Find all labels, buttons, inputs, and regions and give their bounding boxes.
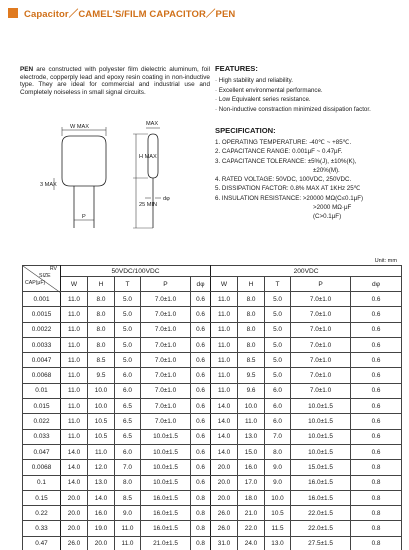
table-cell: 0.6 xyxy=(351,322,402,337)
table-cell: 16.0±1.5 xyxy=(141,490,191,505)
table-cell: 5.0 xyxy=(115,307,141,322)
table-row xyxy=(23,383,402,398)
cap-value-cell: 0.0033 xyxy=(23,337,61,352)
table-cell: 7.0±1.0 xyxy=(291,337,351,352)
col-t: T xyxy=(265,277,291,292)
table-cell: 0.6 xyxy=(351,414,402,429)
table-cell: 0.6 xyxy=(351,292,402,307)
cap-value-cell: 0.033 xyxy=(23,429,61,444)
table-cell: 13.0 xyxy=(265,536,291,550)
table-row xyxy=(23,444,402,459)
table-cell: 11.0 xyxy=(61,307,88,322)
table-cell: 15.0 xyxy=(238,444,265,459)
feature-item: · Non-inductive constraction minimized dissipation factor. xyxy=(215,105,371,113)
table-cell: 10.0±1.5 xyxy=(141,460,191,475)
table-cell: 11.0 xyxy=(115,536,141,550)
table-cell: 7.0±1.0 xyxy=(141,307,191,322)
spec-item: 6. INSULATION RESISTANCE: >20000 MΩ(C≤0.1μF) xyxy=(215,194,364,202)
table-cell: 0.6 xyxy=(191,399,211,414)
col-t: T xyxy=(115,277,141,292)
feature-item: · Low Equivalent series resistance. xyxy=(215,96,311,104)
table-cell: 26.0 xyxy=(211,506,238,521)
table-cell: 16.0±1.5 xyxy=(291,475,351,490)
table-cell: 7.0±1.0 xyxy=(291,292,351,307)
features-title: FEATURES: xyxy=(215,64,258,73)
table-cell: 0.8 xyxy=(191,490,211,505)
table-row xyxy=(23,307,402,322)
col-p: P xyxy=(141,277,191,292)
table-cell: 11.0 xyxy=(238,414,265,429)
table-cell: 5.0 xyxy=(265,292,291,307)
table-cell: 11.0 xyxy=(61,383,88,398)
cap-value-cell: 0.01 xyxy=(23,383,61,398)
table-cell: 11.0 xyxy=(211,292,238,307)
table-cell: 10.0±1.5 xyxy=(291,399,351,414)
label-d-phi: dφ xyxy=(163,196,170,202)
table-cell: 0.6 xyxy=(351,399,402,414)
table-cell: 11.0 xyxy=(115,521,141,536)
table-cell: 0.6 xyxy=(351,307,402,322)
table-cell: 11.0 xyxy=(61,322,88,337)
table-cell: 20.0 xyxy=(88,536,115,550)
table-cell: 22.0±1.5 xyxy=(291,521,351,536)
table-cell: 7.0±1.0 xyxy=(291,322,351,337)
col-d-phi: dφ xyxy=(191,277,211,292)
spec-item: 3. CAPACITANCE TOLERANCE: ±5%(J), ±10%(K), xyxy=(215,157,357,165)
table-cell: 10.0±1.5 xyxy=(291,429,351,444)
table-row xyxy=(23,490,402,505)
table-cell: 5.0 xyxy=(115,337,141,352)
spec-item-continued: >2000 MΩ·μF xyxy=(313,204,352,212)
intro-text: are constructed with polyester film dielectric aluminum, foil electrode, copperply lead and epoxy resin coating in non-inductive type. They are ideal for commercial and industrial use and Completely noiseless in small signal circuits. xyxy=(20,66,210,96)
table-cell: 10.5 xyxy=(88,414,115,429)
table-cell: 0.6 xyxy=(351,429,402,444)
table-cell: 6.5 xyxy=(115,429,141,444)
table-cell: 13.0 xyxy=(238,429,265,444)
table-cell: 7.0±1.0 xyxy=(141,337,191,352)
table-cell: 0.8 xyxy=(351,536,402,550)
group-header-200vdc: 200VDC xyxy=(211,266,402,277)
table-cell: 11.0 xyxy=(88,444,115,459)
table-row xyxy=(23,399,402,414)
table-cell: 17.0 xyxy=(238,475,265,490)
table-cell: 14.0 xyxy=(211,414,238,429)
table-cell: 0.8 xyxy=(191,536,211,550)
table-cell: 7.0±1.0 xyxy=(141,399,191,414)
table-cell: 0.6 xyxy=(191,460,211,475)
table-cell: 10.0±1.5 xyxy=(291,444,351,459)
table-cell: 0.6 xyxy=(191,444,211,459)
cap-value-cell: 0.15 xyxy=(23,490,61,505)
table-cell: 9.6 xyxy=(238,383,265,398)
col-w: W xyxy=(61,277,88,292)
table-cell: 5.0 xyxy=(265,337,291,352)
table-cell: 20.0 xyxy=(211,475,238,490)
table-cell: 11.0 xyxy=(61,429,88,444)
table-row xyxy=(23,506,402,521)
table-cell: 31.0 xyxy=(211,536,238,550)
col-d-phi: dφ xyxy=(351,277,402,292)
table-cell: 11.0 xyxy=(61,292,88,307)
spec-item-continued: (C>0.1μF) xyxy=(313,213,342,221)
table-cell: 5.0 xyxy=(115,322,141,337)
col-w: W xyxy=(211,277,238,292)
table-cell: 10.0±1.5 xyxy=(141,429,191,444)
table-cell: 8.0 xyxy=(238,337,265,352)
specification-section xyxy=(215,126,405,222)
table-cell: 7.0 xyxy=(265,429,291,444)
table-cell: 0.6 xyxy=(191,414,211,429)
table-cell: 0.6 xyxy=(191,292,211,307)
intro-lead: PEN xyxy=(20,66,34,73)
table-cell: 10.5 xyxy=(265,506,291,521)
table-cell: 0.6 xyxy=(191,353,211,368)
table-cell: 22.0 xyxy=(238,521,265,536)
table-cell: 24.0 xyxy=(238,536,265,550)
table-row xyxy=(23,429,402,444)
table-cell: 11.0 xyxy=(211,353,238,368)
table-cell: 26.0 xyxy=(61,536,88,550)
table-cell: 0.6 xyxy=(191,475,211,490)
cap-value-cell: 0.0047 xyxy=(23,353,61,368)
table-cell: 19.0 xyxy=(88,521,115,536)
table-cell: 14.0 xyxy=(211,429,238,444)
table-cell: 0.8 xyxy=(351,506,402,521)
table-cell: 20.0 xyxy=(61,521,88,536)
table-cell: 8.0 xyxy=(88,322,115,337)
cap-value-cell: 0.22 xyxy=(23,506,61,521)
feature-item: · Excellent environmental performance. xyxy=(215,86,323,94)
table-cell: 8.0 xyxy=(238,292,265,307)
table-cell: 7.0±1.0 xyxy=(291,353,351,368)
table-cell: 7.0 xyxy=(115,460,141,475)
table-cell: 10.0 xyxy=(88,399,115,414)
spec-item: 1. OPERATING TEMPERATURE: -40℃ ~ +85℃. xyxy=(215,139,352,146)
table-cell: 11.0 xyxy=(61,353,88,368)
spec-item-continued: ±20%(M). xyxy=(313,166,340,174)
cap-value-cell: 0.0015 xyxy=(23,307,61,322)
label-w-max: W MAX xyxy=(70,124,89,130)
table-cell: 11.0 xyxy=(61,399,88,414)
table-cell: 0.6 xyxy=(351,337,402,352)
feature-item: · High stability and reliability. xyxy=(215,77,293,84)
table-cell: 11.0 xyxy=(211,368,238,383)
table-cell: 0.8 xyxy=(191,521,211,536)
table-cell: 21.0±1.5 xyxy=(141,536,191,550)
cap-value-cell: 0.022 xyxy=(23,414,61,429)
table-cell: 0.6 xyxy=(191,307,211,322)
table-cell: 11.0 xyxy=(61,414,88,429)
table-cell: 6.0 xyxy=(115,444,141,459)
table-cell: 27.5±1.5 xyxy=(291,536,351,550)
group-header-50-100vdc: 50VDC/100VDC xyxy=(61,266,211,277)
table-cell: 6.0 xyxy=(115,383,141,398)
table-cell: 6.0 xyxy=(265,414,291,429)
table-cell: 7.0±1.0 xyxy=(141,414,191,429)
page-title: Capacitor／CAMEL'S/FILM CAPACITOR／PEN xyxy=(24,9,236,20)
table-cell: 0.8 xyxy=(351,475,402,490)
col-h: H xyxy=(88,277,115,292)
square-bullet-icon xyxy=(8,8,18,18)
table-cell: 10.0±1.5 xyxy=(141,475,191,490)
table-cell: 7.0±1.0 xyxy=(291,383,351,398)
label-25-min: 25 MIN xyxy=(139,202,158,208)
table-cell: 16.0 xyxy=(88,506,115,521)
cap-value-cell: 0.0022 xyxy=(23,322,61,337)
table-cell: 13.0 xyxy=(88,475,115,490)
table-corner-cell xyxy=(23,266,61,292)
spec-item: 2. CAPACITANCE RANGE: 0.001μF ~ 0.47μF. xyxy=(215,148,343,156)
table-cell: 5.0 xyxy=(265,322,291,337)
table-cell: 18.0 xyxy=(238,490,265,505)
table-cell: 16.0±1.5 xyxy=(141,521,191,536)
table-cell: 11.0 xyxy=(61,368,88,383)
table-cell: 8.5 xyxy=(88,353,115,368)
table-cell: 9.5 xyxy=(238,368,265,383)
table-cell: 14.0 xyxy=(211,444,238,459)
table-cell: 14.0 xyxy=(88,490,115,505)
table-cell: 12.0 xyxy=(88,460,115,475)
dimension-table xyxy=(22,265,402,550)
table-cell: 16.0±1.5 xyxy=(291,490,351,505)
table-cell: 7.0±1.0 xyxy=(291,368,351,383)
table-cell: 6.0 xyxy=(265,399,291,414)
table-cell: 11.0 xyxy=(211,383,238,398)
label-p: P xyxy=(82,214,86,220)
table-cell: 0.8 xyxy=(351,460,402,475)
capacitor-outline-icon xyxy=(40,120,200,240)
table-cell: 16.0±1.5 xyxy=(141,506,191,521)
table-cell: 11.0 xyxy=(211,307,238,322)
table-cell: 20.0 xyxy=(61,506,88,521)
table-cell: 10.0 xyxy=(88,383,115,398)
table-cell: 0.6 xyxy=(191,429,211,444)
table-column-header xyxy=(23,277,402,292)
table-cell: 0.8 xyxy=(191,506,211,521)
table-cell: 0.6 xyxy=(351,444,402,459)
table-cell: 11.0 xyxy=(211,322,238,337)
table-cell: 11.0 xyxy=(211,337,238,352)
table-row xyxy=(23,337,402,352)
dimension-diagram xyxy=(40,120,200,240)
corner-rv: RV xyxy=(49,266,57,272)
page-header xyxy=(8,6,235,20)
table-cell: 8.0 xyxy=(88,337,115,352)
table-cell: 5.0 xyxy=(265,307,291,322)
table-cell: 7.0±1.0 xyxy=(141,292,191,307)
table-cell: 16.0 xyxy=(238,460,265,475)
table-cell: 20.0 xyxy=(211,460,238,475)
table-group-header xyxy=(23,266,402,277)
table-cell: 10.0 xyxy=(265,490,291,505)
table-cell: 14.0 xyxy=(61,460,88,475)
unit-label: Unit: mm xyxy=(374,258,397,264)
intro-paragraph xyxy=(20,66,210,96)
table-cell: 7.0±1.0 xyxy=(141,383,191,398)
table-cell: 0.6 xyxy=(351,368,402,383)
table-cell: 14.0 xyxy=(211,399,238,414)
table-cell: 9.0 xyxy=(115,506,141,521)
corner-size: SIZE xyxy=(39,273,51,279)
table-cell: 7.0±1.0 xyxy=(141,353,191,368)
table-cell: 7.0±1.0 xyxy=(141,368,191,383)
cap-value-cell: 0.1 xyxy=(23,475,61,490)
table-cell: 8.0 xyxy=(88,307,115,322)
table-cell: 8.0 xyxy=(238,307,265,322)
table-cell: 8.0 xyxy=(115,475,141,490)
table-cell: 5.0 xyxy=(115,353,141,368)
table-row xyxy=(23,292,402,307)
table-cell: 14.0 xyxy=(61,444,88,459)
features-section xyxy=(215,64,405,114)
specification-title: SPECIFICATION: xyxy=(215,126,276,135)
cap-value-cell: 0.015 xyxy=(23,399,61,414)
table-cell: 0.8 xyxy=(351,490,402,505)
table-row xyxy=(23,536,402,550)
table-row xyxy=(23,368,402,383)
spec-item: 4. RATED VOLTAGE: 50VDC, 100VDC, 250VDC. xyxy=(215,176,352,184)
table-cell: 6.5 xyxy=(115,414,141,429)
table-cell: 8.0 xyxy=(265,444,291,459)
table-cell: 9.0 xyxy=(265,460,291,475)
table-cell: 0.6 xyxy=(351,383,402,398)
table-cell: 0.6 xyxy=(191,337,211,352)
table-cell: 5.0 xyxy=(265,353,291,368)
table-cell: 10.5 xyxy=(88,429,115,444)
table-cell: 6.5 xyxy=(115,399,141,414)
table-cell: 10.0±1.5 xyxy=(141,444,191,459)
table-cell: 0.6 xyxy=(351,353,402,368)
table-cell: 8.0 xyxy=(238,322,265,337)
cap-value-cell: 0.0068 xyxy=(23,368,61,383)
table-cell: 10.0 xyxy=(238,399,265,414)
cap-value-cell: 0.047 xyxy=(23,444,61,459)
table-cell: 21.0 xyxy=(238,506,265,521)
table-row xyxy=(23,460,402,475)
table-cell: 5.0 xyxy=(265,368,291,383)
table-cell: 5.0 xyxy=(115,292,141,307)
cap-value-cell: 0.0068 xyxy=(23,460,61,475)
table-row xyxy=(23,322,402,337)
table-cell: 14.0 xyxy=(61,475,88,490)
cap-value-cell: 0.47 xyxy=(23,536,61,550)
table-row xyxy=(23,475,402,490)
table-cell: 7.0±1.0 xyxy=(141,322,191,337)
table-cell: 0.8 xyxy=(351,521,402,536)
cap-value-cell: 0.33 xyxy=(23,521,61,536)
label-h-max: H MAX xyxy=(139,154,157,160)
table-body xyxy=(23,292,402,550)
table-cell: 11.0 xyxy=(61,337,88,352)
label-max: MAX xyxy=(146,121,159,127)
table-cell: 6.0 xyxy=(265,383,291,398)
table-cell: 10.0±1.5 xyxy=(291,414,351,429)
table-cell: 9.5 xyxy=(88,368,115,383)
table-row xyxy=(23,521,402,536)
table-cell: 7.0±1.0 xyxy=(291,307,351,322)
table-cell: 8.5 xyxy=(115,490,141,505)
table-cell: 0.6 xyxy=(191,383,211,398)
table-cell: 8.0 xyxy=(88,292,115,307)
table-cell: 0.6 xyxy=(191,322,211,337)
table-cell: 20.0 xyxy=(211,490,238,505)
spec-item: 5. DISSIPATION FACTOR: 0.8% MAX AT 1KHz 25℃ xyxy=(215,185,361,193)
col-h: H xyxy=(238,277,265,292)
table-cell: 22.0±1.5 xyxy=(291,506,351,521)
table-cell: 15.0±1.5 xyxy=(291,460,351,475)
table-cell: 8.5 xyxy=(238,353,265,368)
table-cell: 20.0 xyxy=(61,490,88,505)
table-cell: 6.0 xyxy=(115,368,141,383)
table-cell: 9.0 xyxy=(265,475,291,490)
table-cell: 11.5 xyxy=(265,521,291,536)
table-row xyxy=(23,353,402,368)
cap-value-cell: 0.001 xyxy=(23,292,61,307)
corner-cap: CAP(μF) xyxy=(25,280,46,286)
col-p: P xyxy=(291,277,351,292)
label-3-max: 3 MAX xyxy=(40,182,57,188)
table-row xyxy=(23,414,402,429)
table-cell: 0.6 xyxy=(191,368,211,383)
table-cell: 26.0 xyxy=(211,521,238,536)
